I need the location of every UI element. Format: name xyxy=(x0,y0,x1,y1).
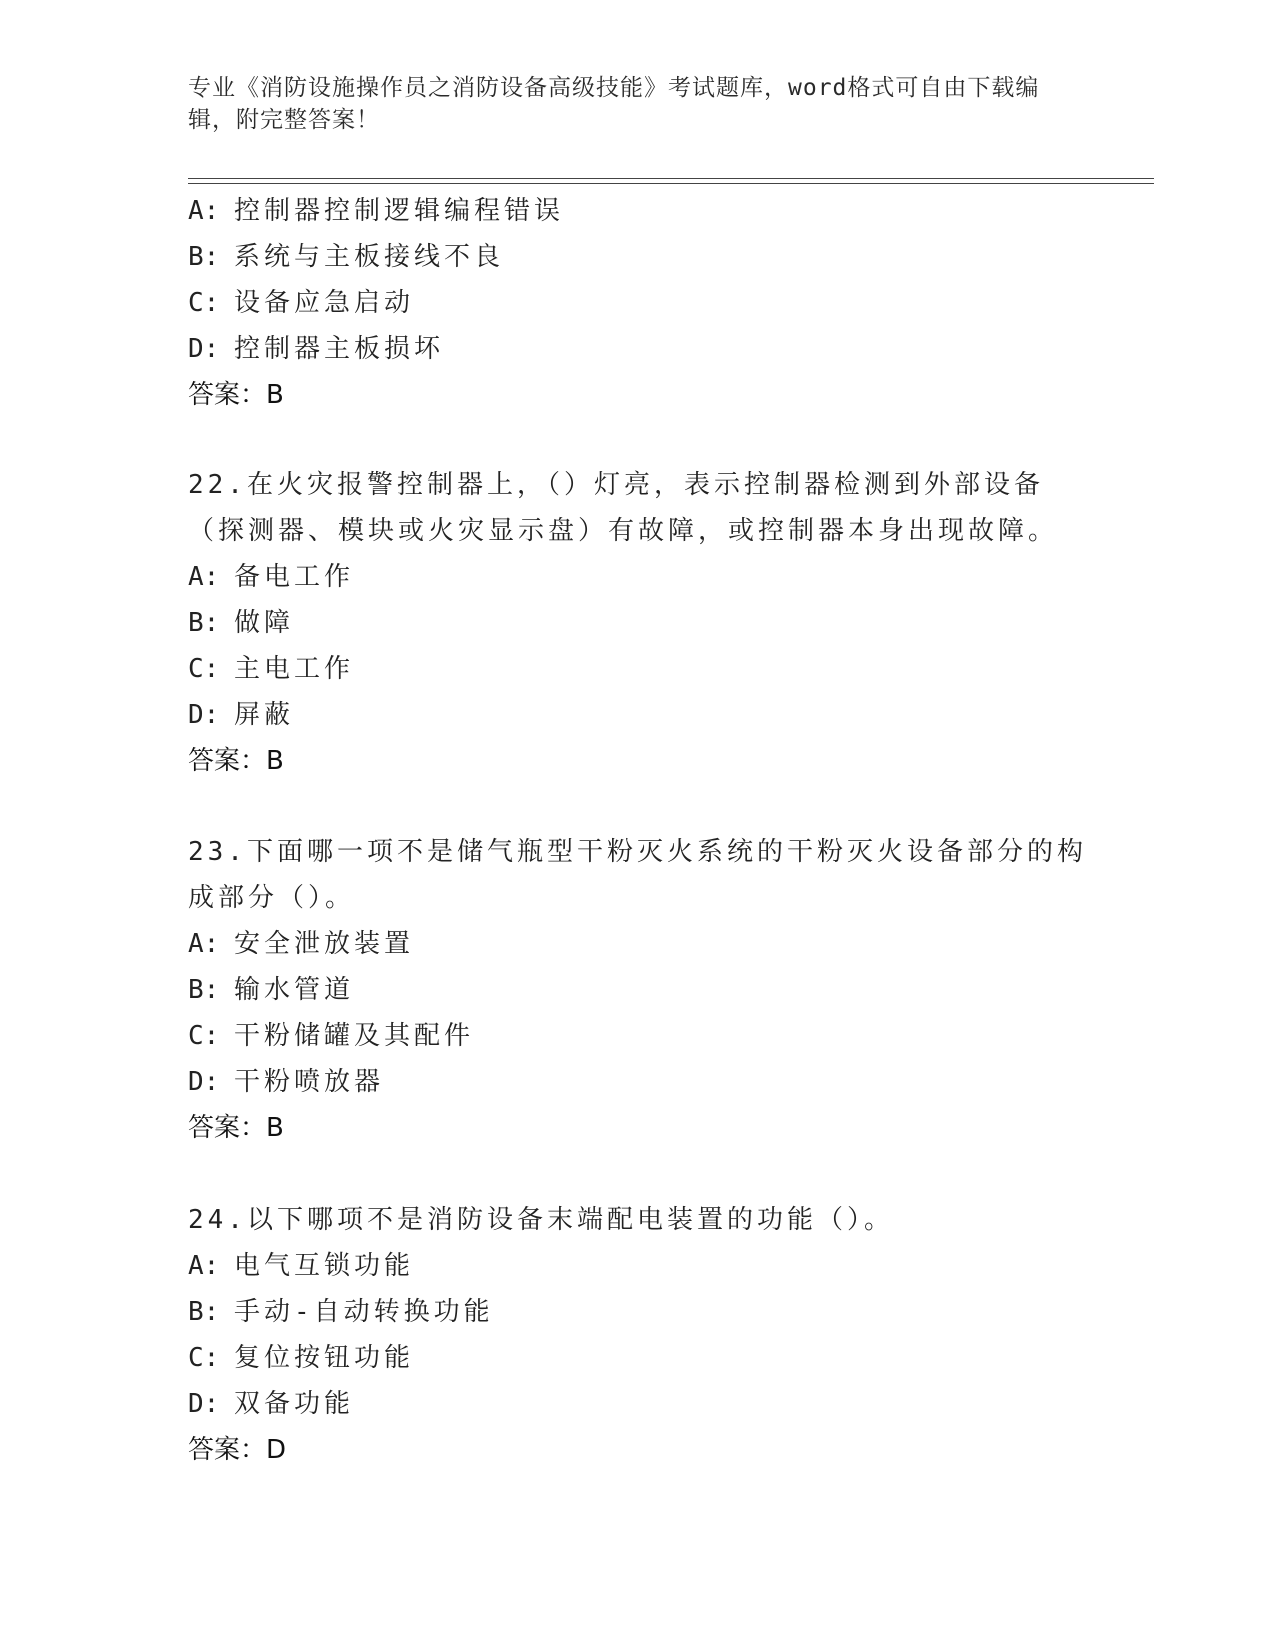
answer-line: 答案：B xyxy=(188,746,284,776)
answer-line: 答案：B xyxy=(188,1113,284,1143)
question-22 xyxy=(188,462,1088,784)
option-b: B: 系统与主板接线不良 xyxy=(188,242,505,272)
option-c: C: 主电工作 xyxy=(188,654,355,684)
option-d: D: 双备功能 xyxy=(188,1389,355,1419)
option-c: C: 复位按钮功能 xyxy=(188,1343,415,1373)
question-stem: 23.下面哪一项不是储气瓶型干粉灭火系统的干粉灭火设备部分的构成部分（）。 xyxy=(188,837,1087,913)
header-divider-top xyxy=(188,178,1154,179)
header-divider-bottom xyxy=(188,183,1154,184)
option-b: B: 手动-自动转换功能 xyxy=(188,1297,494,1327)
answer-line: 答案：D xyxy=(188,1435,287,1465)
question-23 xyxy=(188,829,1088,1151)
question-24 xyxy=(188,1197,1088,1473)
option-d: D: 屏蔽 xyxy=(188,700,295,730)
option-d: D: 控制器主板损坏 xyxy=(188,334,445,364)
question-stem: 24.以下哪项不是消防设备末端配电装置的功能（）。 xyxy=(188,1205,894,1235)
option-a: A: 电气互锁功能 xyxy=(188,1251,415,1281)
document-header: 专业《消防设施操作员之消防设备高级技能》考试题库，word格式可自由下载编辑，附完整答案！ xyxy=(188,75,1040,133)
answer-line: 答案：B xyxy=(188,380,284,410)
option-c: C: 设备应急启动 xyxy=(188,288,415,318)
option-c: C: 干粉储罐及其配件 xyxy=(188,1021,475,1051)
option-a: A: 安全泄放装置 xyxy=(188,929,415,959)
question-stem: 22.在火灾报警控制器上，（）灯亮，表示控制器检测到外部设备（探测器、模块或火灾显示盘）有故障，或控制器本身出现故障。 xyxy=(188,470,1059,546)
question-21-continuation xyxy=(188,188,1088,418)
option-a: A: 备电工作 xyxy=(188,562,355,592)
option-d: D: 干粉喷放器 xyxy=(188,1067,385,1097)
option-b: B: 做障 xyxy=(188,608,295,638)
option-a: A: 控制器控制逻辑编程错误 xyxy=(188,196,565,226)
option-b: B: 输水管道 xyxy=(188,975,355,1005)
